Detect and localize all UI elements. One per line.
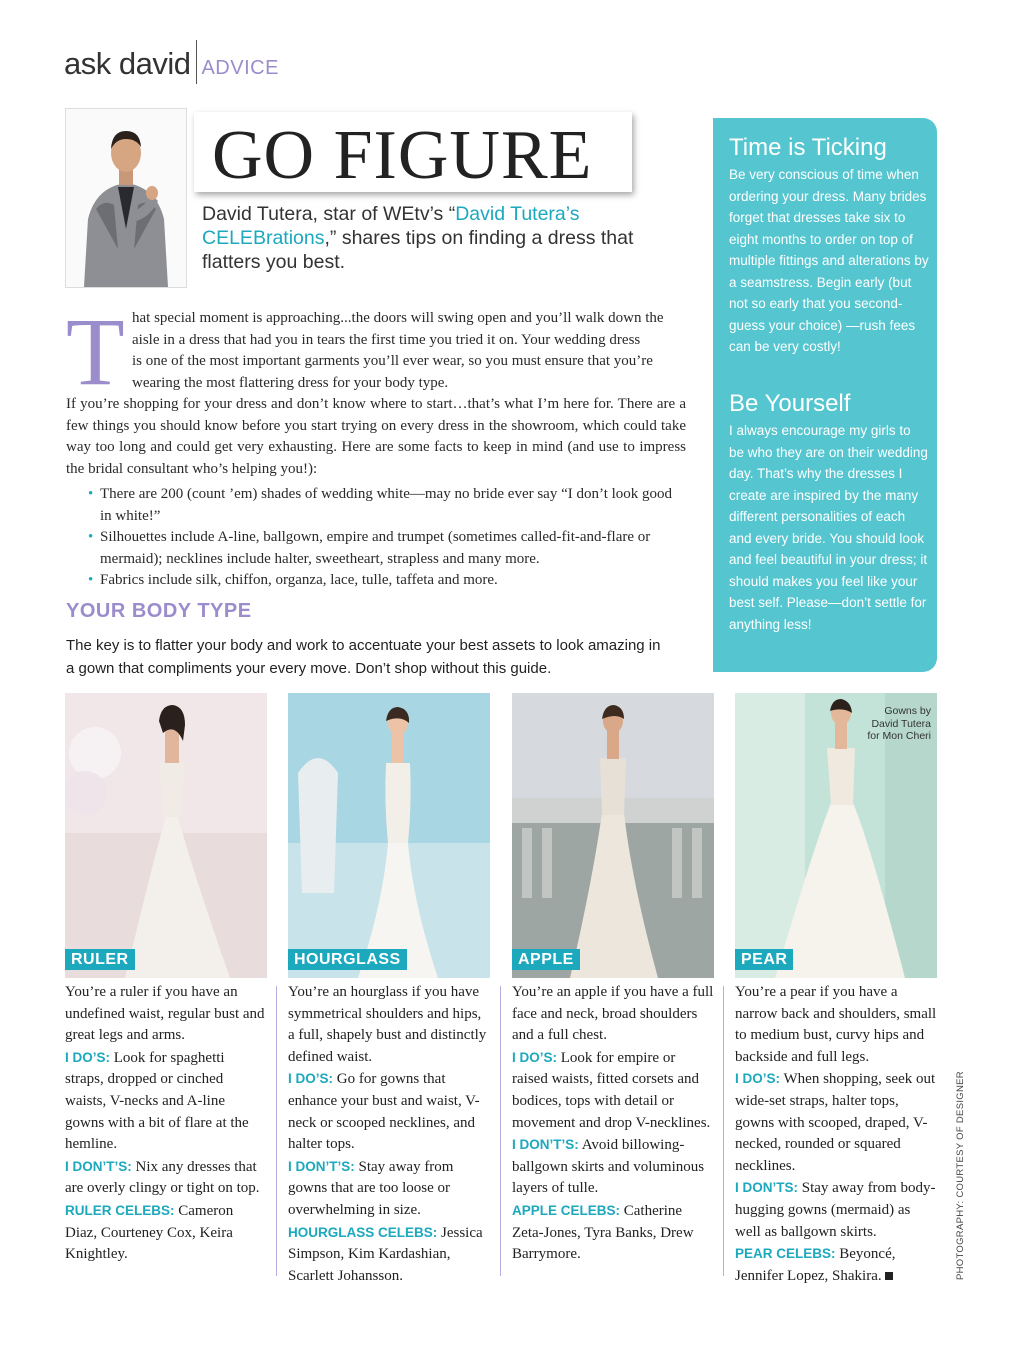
article-title: GO FIGURE (212, 117, 593, 194)
drop-cap: T (66, 298, 125, 405)
column-divider (500, 986, 501, 1276)
body-type-tag: PEAR (735, 949, 793, 970)
body-type-tag: RULER (65, 949, 135, 970)
body-type-tag: HOURGLASS (288, 949, 407, 970)
celebs-text: Beyoncé, Jennifer Lopez, Shakira. (735, 1246, 896, 1284)
donts-text: Stay away from body-hugging gowns (mermaid) as well as ballgown skirts. (735, 1180, 936, 1240)
celebs-text: Jessica Simpson, Kim Kardashian, Scarlett Johansson. (288, 1224, 483, 1284)
deck-pre: David Tutera, star of WEtv’s “ (202, 203, 456, 225)
gown-photo-apple (512, 693, 714, 978)
section-header (64, 40, 279, 84)
dos-label: I DO’S: (65, 1049, 111, 1065)
celebs-text: Cameron Diaz, Courteney Cox, Keira Knightley. (65, 1202, 234, 1263)
donts-text: Nix any dresses that are overly clingy or tight on top. (65, 1158, 260, 1197)
dos-text: Look for empire or raised waists, fitted corsets and bodices, tops with detail or movement and drop V-necklines. (512, 1049, 711, 1131)
intro-line: aisle in a dress that had you in tears the first time you tried it on. Your wedding dress (132, 331, 641, 348)
body-type-intro: The key is to flatter your body and work to accentuate your best assets to look amazing in a gown that compliments your every move. Don’t shop without this guide. (66, 637, 661, 677)
dos-label: I DO’S: (288, 1071, 334, 1087)
deck-show-name: David Tutera’s CELEBrations (202, 203, 580, 249)
type-description: You’re an apple if you have a full face and neck, broad shoulders and a full chest. (512, 984, 714, 1044)
intro-line: is one of the most important garments you’ll ever wear, so you must ensure that you’re (132, 353, 653, 369)
list-item: • There are 200 (count ’em) shades of wedding white—may no bride ever say “I don’t look good in white!” (88, 486, 673, 524)
type-description: You’re an hourglass if you have symmetrical shoulders and hips, a full, shapely bust and distinctly defined waist. (288, 984, 487, 1065)
bullet-icon: • (88, 486, 94, 502)
dos-text: When shopping, seek out wide-set straps, halter tops, gowns with scooped, draped, V-necked, rounded or squared necklines. (735, 1071, 936, 1174)
column-divider (276, 986, 277, 1276)
body-type-column-ruler (65, 982, 267, 1266)
article-deck (202, 202, 642, 274)
facts-list (88, 484, 684, 592)
dos-text: Look for spaghetti straps, dropped or cinched waists, V-necks and A-line gowns with a bit of flare at the hemline. (65, 1049, 249, 1153)
donts-text: Avoid billowing-ballgown skirts and voluminous layers of tulle. (512, 1137, 705, 1197)
end-mark-icon (885, 1272, 893, 1280)
bullet-icon: • (88, 529, 94, 545)
intro-paragraph (66, 298, 686, 405)
section-category: ADVICE (201, 57, 279, 79)
celebs-label: APPLE CELEBS: (512, 1202, 621, 1218)
dos-text: Go for gowns that enhance your bust and waist, V-neck or scooped necklines, and halter tops. (288, 1071, 480, 1153)
tips-sidebar (713, 118, 937, 672)
intro-text (66, 298, 686, 480)
bullet-icon: • (88, 572, 94, 588)
body-type-heading: YOUR BODY TYPE (66, 600, 252, 622)
intro-line: hat special moment is approaching...the doors will swing open and you’ll walk down the (132, 310, 664, 326)
gown-photo-hourglass (288, 693, 490, 978)
section-name: ask david (64, 46, 191, 81)
donts-label: I DON’T’S: (512, 1137, 579, 1153)
gown-photo-pear (735, 693, 937, 978)
donts-label: I DON’T’S: (65, 1158, 132, 1174)
body-type-column-hourglass (288, 982, 490, 1287)
body-paragraph: If you’re shopping for your dress and don’t know where to start…that’s what I’m here for. There are a few things you should know before you start trying on every dress in the showroom, which could take way too long and could get very exhausting. Here are some facts to keep in mind (and use to impress the bridal consultant who’s helping you!): (66, 396, 686, 477)
donts-text: Stay away from gowns that are too loose or overwhelming in size. (288, 1158, 454, 1218)
celebs-text: Catherine Zeta-Jones, Tyra Banks, Drew Barrymore. (512, 1202, 694, 1263)
sidebar-text: Be very conscious of time when ordering your dress. Many brides forget that dresses take six to eight months to order on top of multiple fittings and alterations by a seamstress. Begin early (but not so early that you second-guess your choice) —rush fees can be very costly! (729, 167, 929, 354)
dos-label: I DO’S: (512, 1049, 558, 1065)
title-box (194, 112, 632, 192)
sidebar-heading: Time is Ticking (729, 134, 887, 161)
deck-post: ,” shares tips on finding a dress that flatters you best. (202, 227, 634, 273)
body-type-column-pear (735, 982, 937, 1287)
type-description: You’re a pear if you have a narrow back and shoulders, small to medium bust, curvy hips and backside and full legs. (735, 984, 937, 1065)
gowns-credit: Gowns by David Tutera for Mon Cheri (867, 705, 931, 742)
sidebar-text: I always encourage my girls to be who they are on their wedding day. That’s why the dresses I create are inspired by the many different personalities of each and every bride. You should look and feel beautiful in your dress; it should makes you feel like your best self. Please—don’t settle for anything less! (729, 423, 928, 632)
header-divider (196, 40, 197, 84)
type-description: You’re a ruler if you have an undefined waist, regular bust and great legs and arms. (65, 984, 265, 1044)
donts-label: I DON’TS: (735, 1180, 798, 1196)
author-portrait (65, 108, 187, 288)
celebs-label: HOURGLASS CELEBS: (288, 1224, 438, 1240)
photo-credit: PHOTOGRAPHY: COURTESY OF DESIGNER (955, 1071, 966, 1280)
list-item: • Silhouettes include A-line, ballgown, empire and trumpet (sometimes called-fit-and-flare or mermaid); necklines include halter, sweetheart, strapless and many more. (88, 529, 651, 567)
body-type-tag: APPLE (512, 949, 580, 970)
donts-label: I DON’T’S: (288, 1158, 355, 1174)
body-type-column-apple (512, 982, 714, 1266)
intro-line: wearing the most flattering dress for your body type. (132, 374, 449, 391)
dos-label: I DO’S: (735, 1071, 781, 1087)
celebs-label: RULER CELEBS: (65, 1202, 175, 1218)
list-item: • Fabrics include silk, chiffon, organza, lace, tulle, taffeta and more. (88, 570, 684, 592)
column-divider (723, 986, 724, 1276)
sidebar-heading: Be Yourself (729, 390, 851, 417)
gown-photo-ruler (65, 693, 267, 978)
celebs-label: PEAR CELEBS: (735, 1246, 836, 1262)
